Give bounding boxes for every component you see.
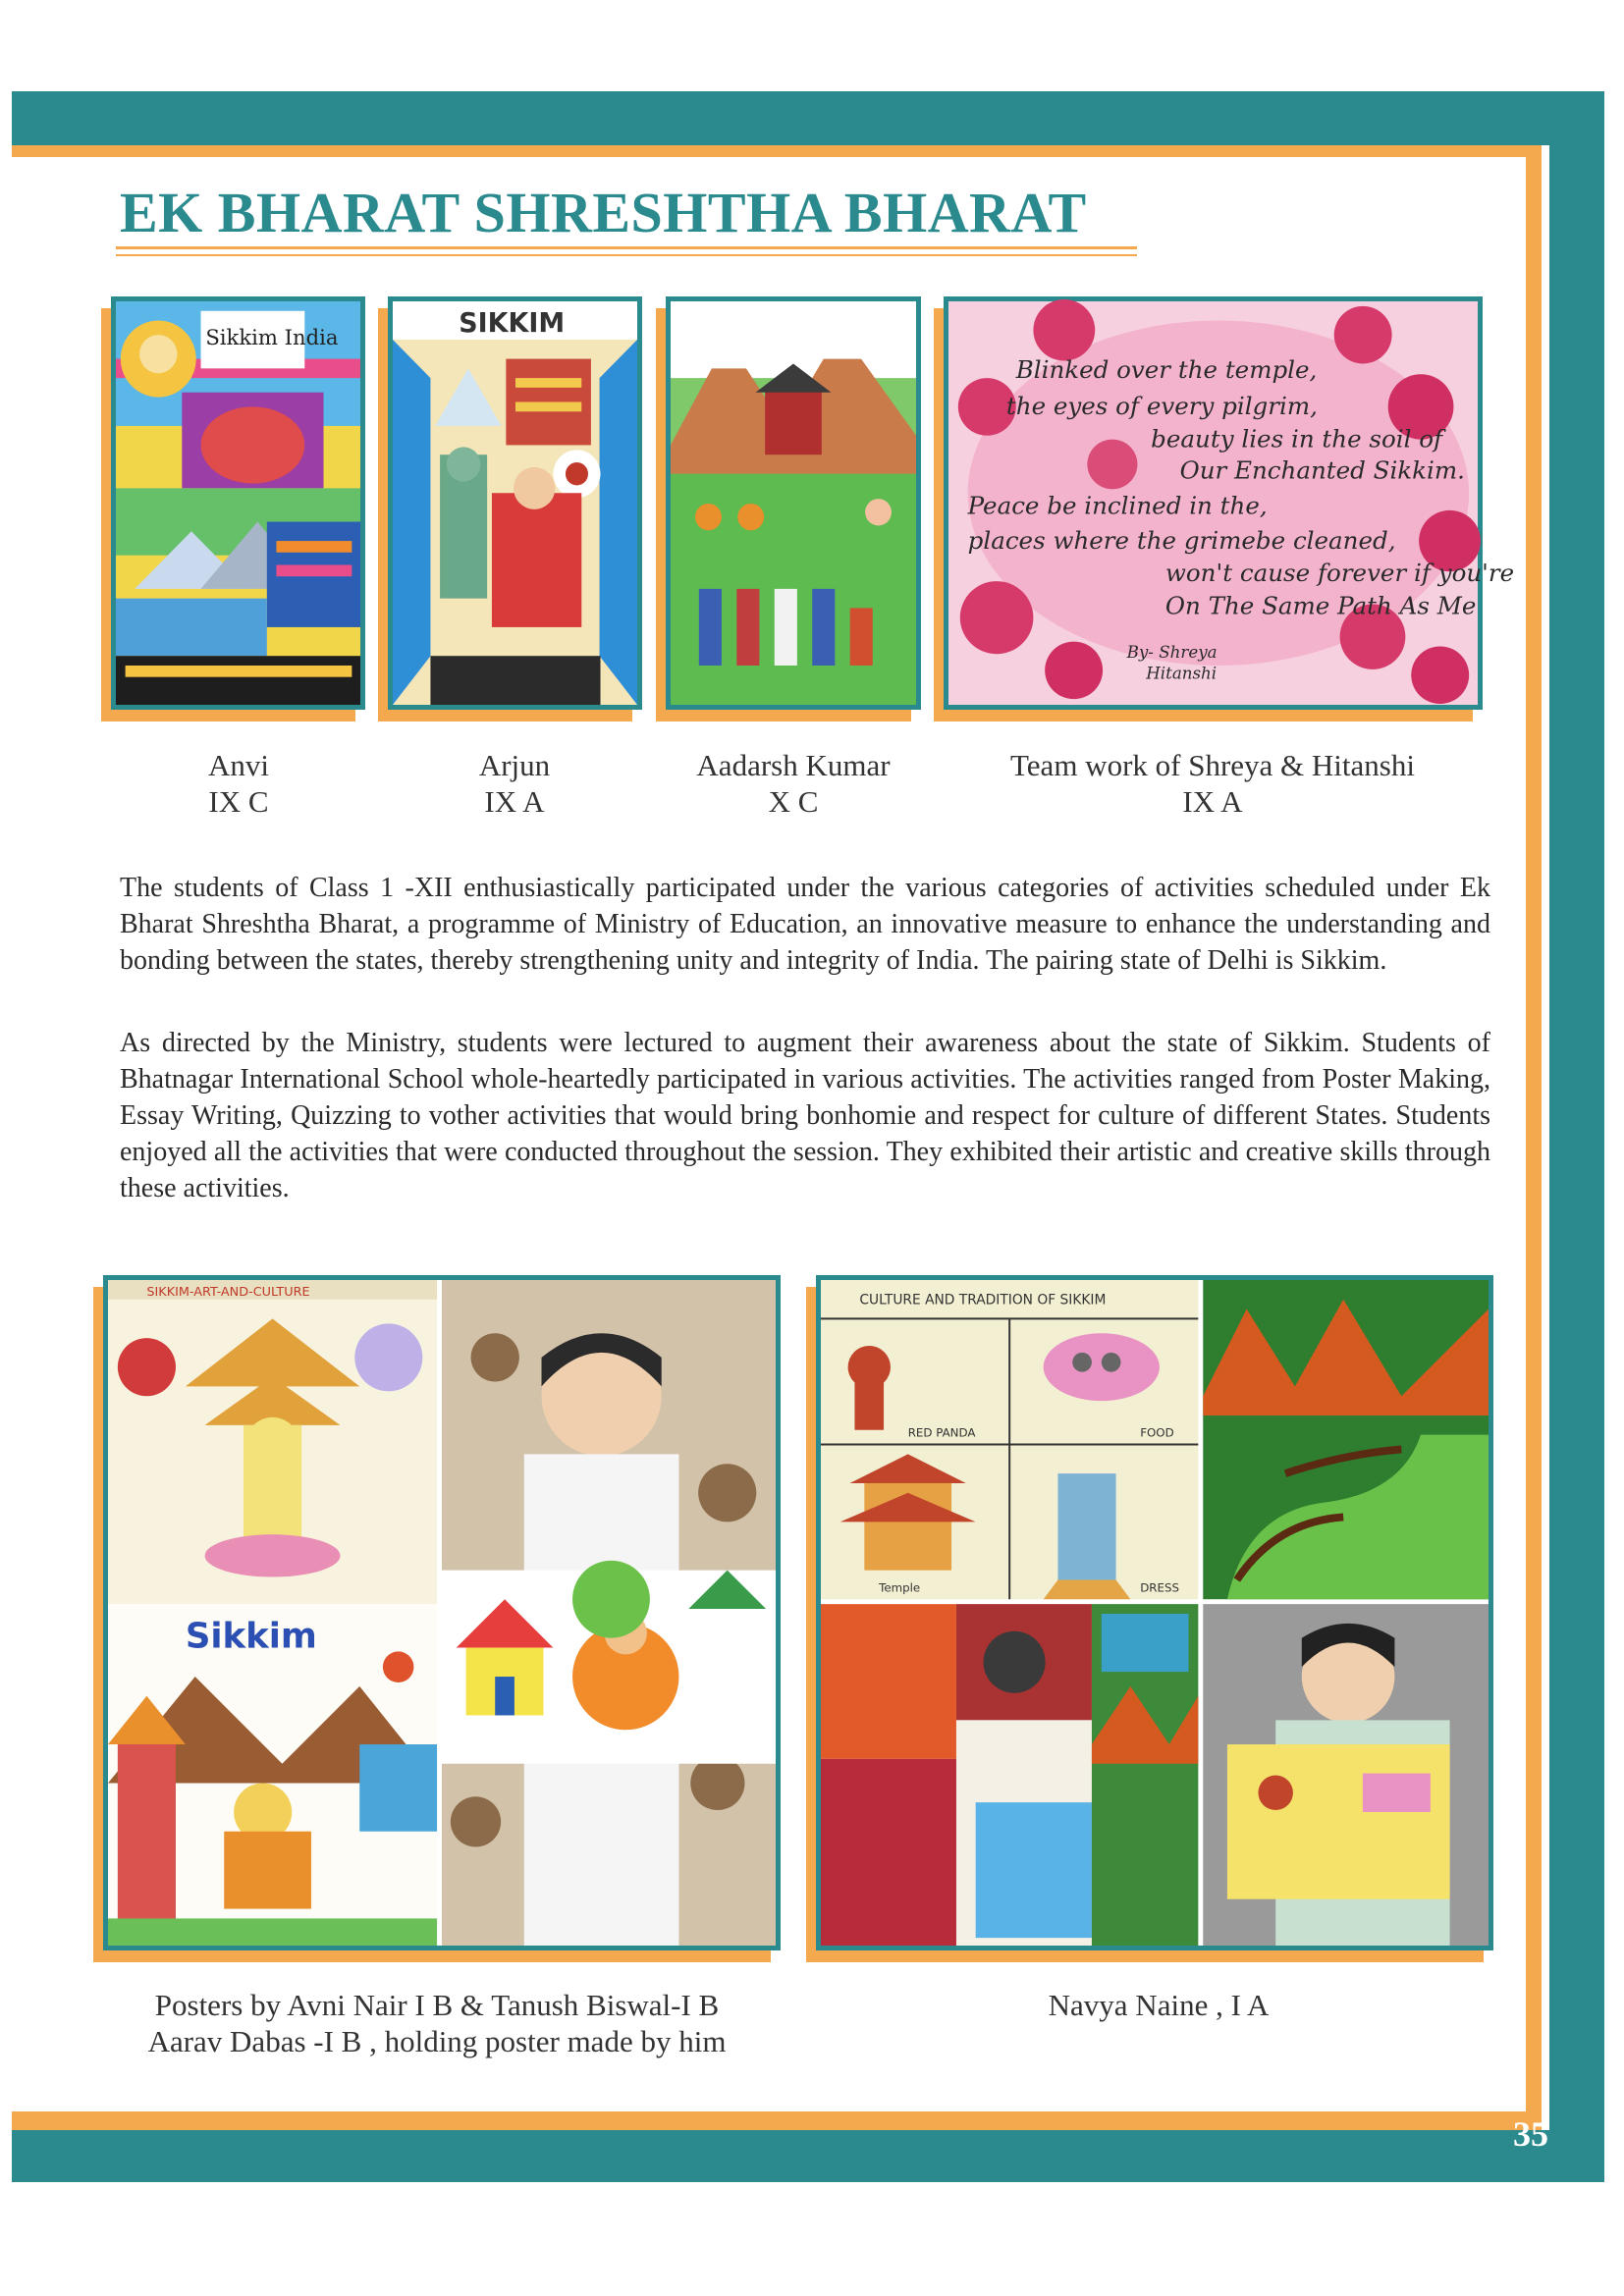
caption-bottom-left [118,1987,756,2059]
sikkim-text: SIKKIM [459,308,566,340]
dress-text: DRESS [1140,1580,1179,1595]
red-panda-text: RED PANDA [907,1425,976,1440]
caption-anvi-name: Anvi [208,748,269,782]
culture-tradition-text: CULTURE AND TRADITION OF SIKKIM [859,1292,1107,1308]
caption-shreya-hitanshi [957,747,1468,820]
title-underline-secondary [116,254,1137,256]
poem-author-2: Hitanshi [1146,664,1218,683]
caption-aadarsh [668,747,919,820]
caption-aadarsh-name: Aadarsh Kumar [696,748,891,782]
caption-arjun-class: IX A [484,784,545,819]
poem-line-8: On The Same Path As Me [1164,591,1477,620]
poem-line-5: Peace be inclined in the, [967,491,1268,520]
caption-arjun [416,747,613,820]
bottom-orange-band [12,2111,1542,2130]
caption-bottom-left-line1: Posters by Avni Nair I B & Tanush Biswal-I B [154,1988,720,2022]
right-orange-band [1526,145,1542,2111]
caption-anvi-class: IX C [208,784,269,819]
caption-bottom-right-text: Navya Naine , I A [1048,1988,1270,2022]
food-text: FOOD [1140,1425,1174,1440]
paragraph-2: As directed by the Ministry, students were lectured to augment their awareness about the state of Sikkim. Students of Bhatnagar International School whole-heartedly participated in various activities. The activities ranged from Poster Making, Essay Writing, Quizzing to vother activities that would bring bonhomie and respect for culture of different States. Students enjoyed all the activities that were conducted throughout the session. They exhibited their artistic and creative skills through these activities. [120,1028,1490,1203]
artwork-shreya-hitanshi [944,296,1515,710]
poem-line-6: places where the grimebe cleaned, [967,525,1396,555]
poem-line-4: Our Enchanted Sikkim. [1179,455,1465,485]
top-orange-band [12,145,1537,157]
page-title: EK BHARAT SHRESHTHA BHARAT [120,181,1087,244]
right-teal-band [1549,91,1604,2182]
paragraph-1: The students of Class 1 -XII enthusiastically participated under the various categories of activities scheduled under Ek Bharat Shreshtha Bharat, a programme of Ministry of Education, an innovative measure to enhance the understanding and bonding between the states, thereby strengthening unity and integrity of India. The pairing state of Delhi is Sikkim. [120,873,1490,976]
title-underline [116,246,1137,249]
page-number: 35 [1513,2114,1548,2154]
sikkim-poster-text: Sikkim [185,1616,317,1657]
poem-line-2: the eyes of every pilgrim, [1005,392,1318,421]
caption-arjun-name: Arjun [478,748,551,782]
art-culture-text: SIKKIM-ART-AND-CULTURE [146,1284,310,1300]
caption-bottom-right [913,1987,1404,2023]
temple-text: Temple [879,1580,921,1595]
caption-shreya-hitanshi-class: IX A [1182,784,1243,819]
caption-aadarsh-class: X C [768,784,819,819]
poem-author: By- Shreya [1126,643,1218,663]
sikkim-india-text: Sikkim India [205,325,339,350]
poem-line-1: Blinked over the temple, [1015,355,1318,385]
caption-shreya-hitanshi-name: Team work of Shreya & Hitanshi [1010,748,1415,782]
artwork-aadarsh [666,296,921,710]
artwork-anvi [111,296,365,710]
artwork-arjun [388,296,642,710]
bottom-teal-band [12,2130,1604,2182]
photo-collage-navya [816,1275,1493,1950]
poem-line-3: beauty lies in the soil of [1151,424,1443,454]
poem-line-7: won't cause forever if you're [1164,559,1515,588]
top-teal-band [12,91,1604,145]
photo-collage-aarav [103,1275,781,1950]
caption-anvi [140,747,337,820]
caption-bottom-left-line2: Aarav Dabas -I B , holding poster made by him [147,2024,727,2058]
